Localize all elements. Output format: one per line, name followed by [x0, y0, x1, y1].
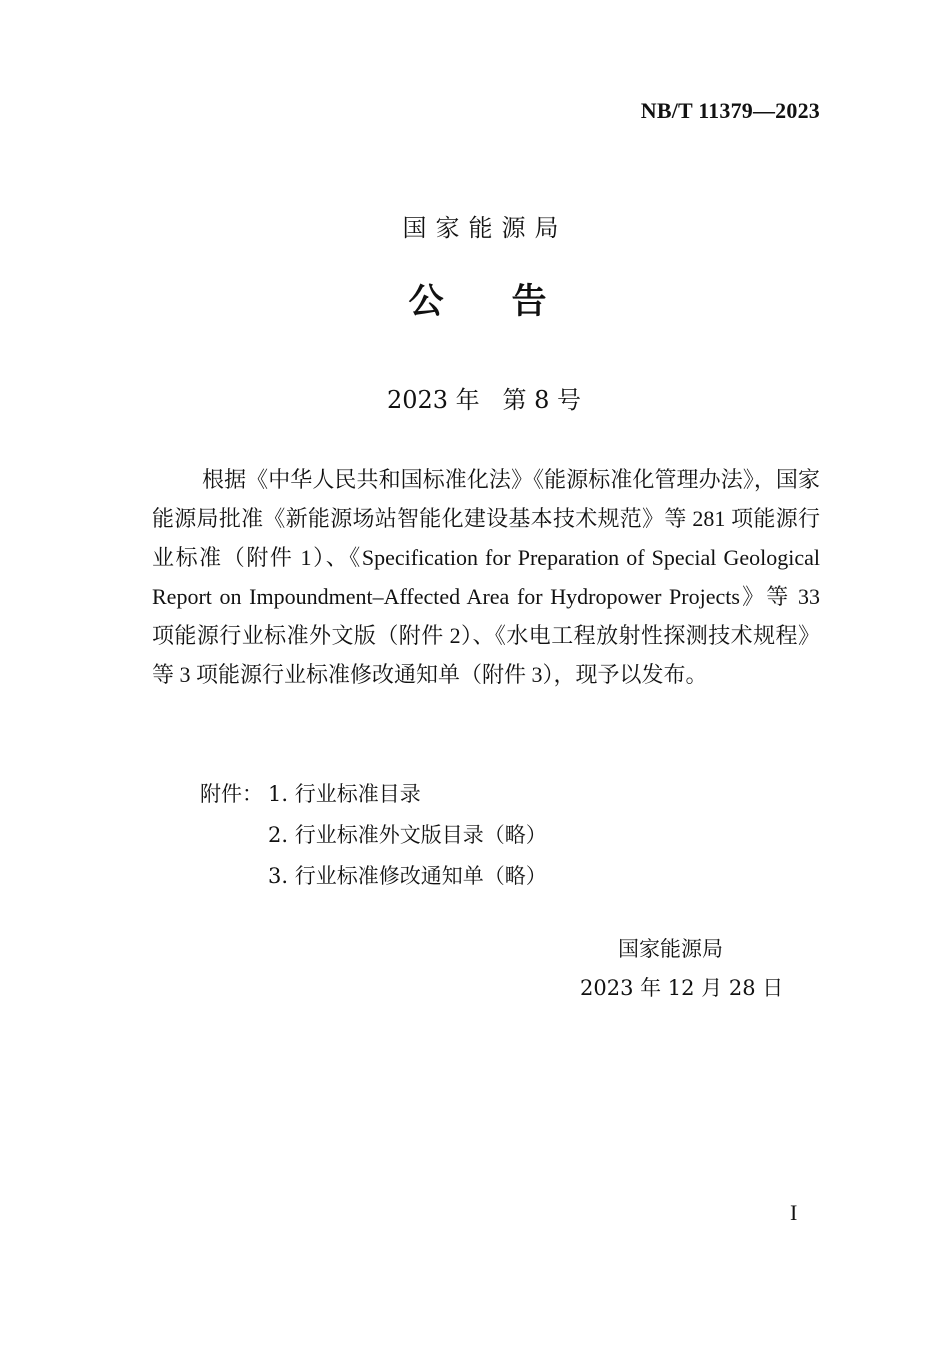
notice-body: 根据《中华人民共和国标准化法》《能源标准化管理办法》，国家能源局批准《新能源场站智能化建设基本技术规范》等 281 项能源行业标准（附件 1）、《Specification for Preparation of Special Geological Report on Impoundment–Affected Area for Hydropower Projects》等 33 项能源行业标准外文版（附件 2）、《水电工程放射性探测技术规程》等 3 项能源行业标准修改通知单（附件 3），现予以发布。 [152, 467, 820, 687]
attachment-row [200, 856, 547, 897]
document-type-title: 公告 [408, 282, 615, 322]
attachment-list [200, 774, 547, 897]
signature-date: 2023 年 12 月 28 日 [580, 976, 784, 1000]
attachment-item: 3. 行业标准修改通知单（略） [268, 864, 547, 888]
attachment-row [200, 815, 547, 856]
page-number: I [790, 1200, 798, 1225]
attachment-item: 1. 行业标准目录 [268, 782, 421, 806]
attachment-row [200, 774, 547, 815]
issuer-title: 国家能源局 [402, 214, 568, 242]
attachment-label: 附件： [200, 782, 263, 806]
standard-code: NB/T 11379—2023 [640, 98, 820, 123]
document-number: 2023 年 第 8 号 [386, 386, 582, 414]
attachment-item: 2. 行业标准外文版目录（略） [268, 823, 547, 847]
signature-org: 国家能源局 [618, 937, 723, 961]
